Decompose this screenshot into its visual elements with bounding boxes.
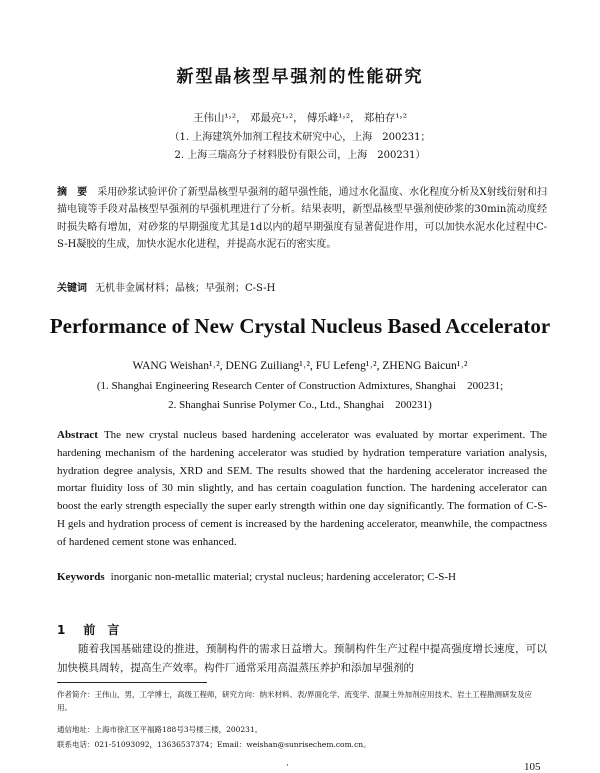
chinese-keywords-label: 关键词: [57, 283, 87, 294]
english-affiliation-1: (1. Shanghai Engineering Research Center of Construction Admixtures, Shanghai 200231;: [96, 380, 504, 392]
english-authors: WANG Weishan¹˒², DENG Zuiliang¹˒², FU Lefeng¹˒², ZHENG Baicun¹˒²: [132, 360, 468, 372]
footnote-rule: [57, 682, 207, 683]
chinese-keywords: [57, 279, 547, 294]
chinese-abstract-text: 采用砂浆试验评价了新型晶核型早强剂的超早强性能，通过水化温度、水化程度分析及X射线衍射和扫描电镜等手段对晶核型早强剂的早强机理进行了分析。结果表明，新型晶核型早强剂使砂浆的30min流动度经时损失略有增加，对砂浆的早期强度尤其是1d以内的超早期强度有显著促进作用，可以加快水泥水化过程中C-S-H凝胶的生成，加快水泥水化进程，并提高水泥石的密实度。: [57, 187, 547, 251]
english-title: Performance of New Crystal Nucleus Based Accelerator: [49, 314, 551, 338]
section-title: 前言: [83, 623, 132, 637]
page-number: 105: [524, 761, 541, 773]
english-abstract-label: Abstract: [57, 429, 98, 441]
chinese-abstract: [57, 184, 547, 254]
chinese-affiliation-2: 2. 上海三瑞高分子材料股份有限公司，上海 200231）: [174, 150, 426, 161]
chinese-affiliation-1: （1. 上海建筑外加剂工程技术研究中心，上海 200231；: [169, 132, 431, 143]
english-keywords-label: Keywords: [57, 571, 105, 583]
footnote-address: 通信地址：上海市徐汇区平福路188号3号楼三楼，200231。: [57, 725, 263, 734]
english-abstract-text: The new crystal nucleus based hardening accelerator was evaluated by mortar experiment. The hardening mechanism of the hardening accelerator was studied by hydration temperature variation analysis, hydration degree analysis, XRD and SEM. The results showed that the hardening accelerator increased the mortar fluidity loss of 30 min slightly, and has certain coagulation function. The hardening accelerator can boost the early strength especially the super early strength within one day significantly. The formation of C-S-H gels and hydration process of cement is increased by the hardening accelerator, meanwhile, the compactness of hardened cement stone was enhanced.: [57, 429, 547, 548]
english-affiliation-2: 2. Shanghai Sunrise Polymer Co., Ltd., Shanghai 200231): [168, 399, 432, 411]
intro-paragraph: 随着我国基础建设的推进，预制构件的需求日益增大。预制构件生产过程中提高强度增长速度，可以加快模具周转，提高生产效率。构件厂通常采用高温蒸压养护和添加早强剂的: [57, 643, 547, 674]
bottom-mark: ·: [286, 761, 289, 771]
chinese-title: 新型晶核型早强剂的性能研究: [176, 67, 424, 87]
footnote-contact: 联系电话：021-51093092，13636537374；Email：weishan@sunrisechem.com.cn。: [57, 740, 371, 749]
english-abstract: [57, 427, 547, 552]
chinese-authors: 王伟山¹˒²， 邓最亮¹˒²， 傅乐峰¹˒²， 郑柏存¹˒²: [192, 112, 408, 124]
section-number: 1: [57, 623, 66, 637]
english-keywords: [57, 571, 547, 583]
chinese-abstract-label: 摘 要: [57, 187, 88, 198]
english-keywords-text: inorganic non-metallic material; crystal nucleus; hardening accelerator; C-S-H: [110, 571, 456, 583]
footnote-author-intro: 作者简介：王伟山，男，工学博士，高级工程师，研究方向：纳米材料、表/界面化学、流变学、混凝土外加剂应用技术、岩土工程勘测研发及应用。: [57, 690, 533, 712]
chinese-keywords-text: 无机非金属材料；晶核；早强剂；C-S-H: [95, 283, 276, 294]
section-heading: [57, 621, 131, 638]
